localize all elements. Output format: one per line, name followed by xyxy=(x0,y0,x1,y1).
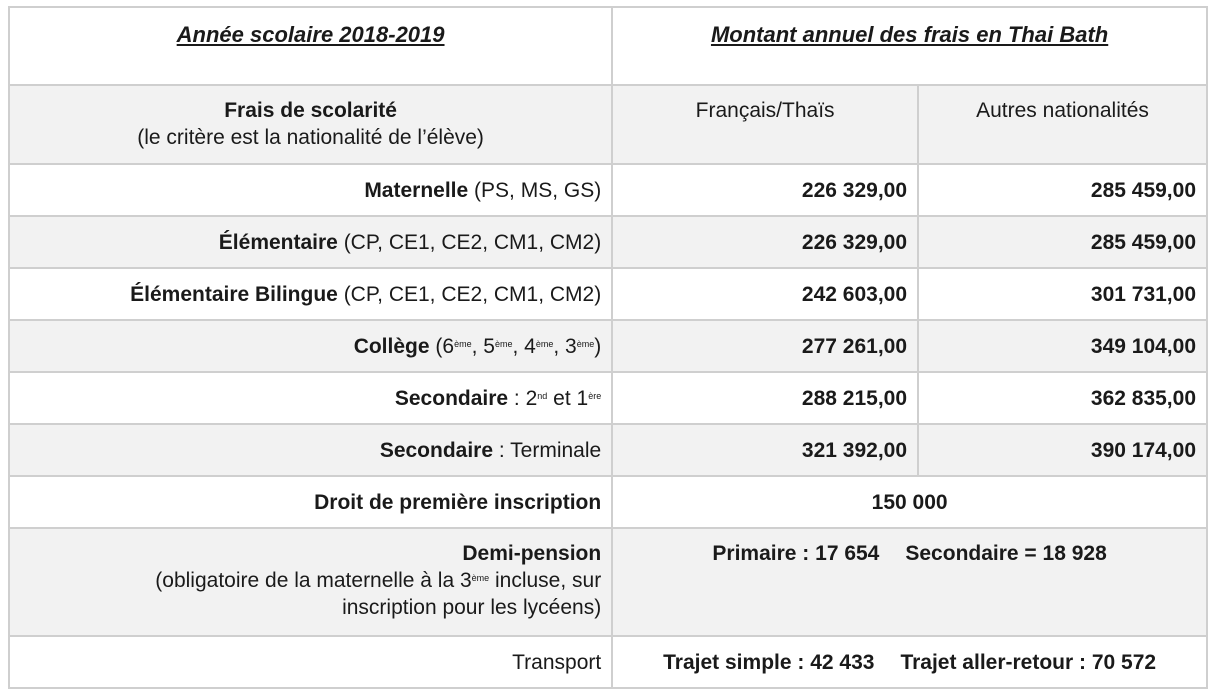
transport-aller-retour: Trajet aller-retour : 70 572 xyxy=(900,650,1157,674)
tuition-fees-note: (le critère est la nationalité de l’élève) xyxy=(137,126,484,149)
separator: , xyxy=(512,334,525,358)
grade-suffix: ème xyxy=(454,338,472,349)
level-detail: (CP, CE1, CE2, CM1, CM2) xyxy=(337,282,602,306)
note-text: (obligatoire de la maternelle à la 3 xyxy=(155,569,472,592)
separator: , xyxy=(553,334,565,358)
subheader-row xyxy=(9,85,1207,164)
row-label xyxy=(9,320,612,372)
row-label xyxy=(9,424,612,476)
table-row xyxy=(9,216,1207,268)
fee-other: 285 459,00 xyxy=(918,164,1207,216)
level-name: Secondaire xyxy=(394,386,509,410)
table-row xyxy=(9,320,1207,372)
grade-number: 1 xyxy=(576,386,589,410)
row-label xyxy=(9,164,612,216)
level-name: Élémentaire Bilingue xyxy=(130,282,338,306)
separator: , xyxy=(471,334,484,358)
grade-suffix: ème xyxy=(576,338,595,349)
demipension-note-line1 xyxy=(20,567,601,594)
tuition-fees-title: Frais de scolarité xyxy=(224,99,397,122)
header-row xyxy=(9,7,1207,85)
row-label xyxy=(9,216,612,268)
fee-french-thai: 277 261,00 xyxy=(612,320,918,372)
level-detail-open: ( xyxy=(429,334,443,358)
level-detail: : xyxy=(508,386,526,410)
grade-number: 3 xyxy=(565,334,577,358)
demipension-values xyxy=(612,528,1207,636)
fee-other: 301 731,00 xyxy=(918,268,1207,320)
demipension-primaire: Primaire : 17 654 xyxy=(712,542,880,565)
grade-suffix: nd xyxy=(537,390,548,401)
fee-other: 390 174,00 xyxy=(918,424,1207,476)
table-row xyxy=(9,372,1207,424)
level-name: Maternelle xyxy=(364,178,469,202)
demipension-row xyxy=(9,528,1207,636)
demipension-cell xyxy=(9,528,612,636)
grade-suffix: ème xyxy=(471,573,490,583)
grade-suffix: ème xyxy=(535,338,554,349)
fee-french-thai: 288 215,00 xyxy=(612,372,918,424)
transport-values xyxy=(612,636,1207,688)
demipension-note-line2: inscription pour les lycéens) xyxy=(342,596,602,619)
fee-french-thai: 226 329,00 xyxy=(612,164,918,216)
grade-number: 5 xyxy=(483,334,495,358)
transport-row xyxy=(9,636,1207,688)
school-year-heading: Année scolaire 2018-2019 xyxy=(9,7,612,85)
level-detail: (PS, MS, GS) xyxy=(468,178,602,202)
row-label xyxy=(9,268,612,320)
fee-other: 349 104,00 xyxy=(918,320,1207,372)
grade-number: 4 xyxy=(524,334,536,358)
level-detail-close: ) xyxy=(594,334,602,358)
level-detail: : Terminale xyxy=(493,438,602,462)
inscription-value: 150 000 xyxy=(612,476,1207,528)
level-name: Collège xyxy=(353,334,430,358)
table-row xyxy=(9,164,1207,216)
table-row xyxy=(9,424,1207,476)
column-other-nationalities: Autres nationalités xyxy=(918,85,1207,164)
inscription-label: Droit de première inscription xyxy=(9,476,612,528)
fee-french-thai: 242 603,00 xyxy=(612,268,918,320)
level-name: Secondaire xyxy=(379,438,494,462)
fee-french-thai: 226 329,00 xyxy=(612,216,918,268)
column-french-thai: Français/Thaïs xyxy=(612,85,918,164)
fee-other: 285 459,00 xyxy=(918,216,1207,268)
level-name: Élémentaire xyxy=(218,230,338,254)
fee-other: 362 835,00 xyxy=(918,372,1207,424)
grade-number: 2 xyxy=(525,386,538,410)
fee-french-thai: 321 392,00 xyxy=(612,424,918,476)
grade-suffix: ème xyxy=(494,338,513,349)
level-detail: (CP, CE1, CE2, CM1, CM2) xyxy=(337,230,602,254)
conjunction: et xyxy=(547,386,577,410)
grade-suffix: ère xyxy=(588,390,602,401)
annual-amount-heading: Montant annuel des frais en Thai Bath xyxy=(612,7,1207,85)
demipension-label: Demi-pension xyxy=(462,542,602,565)
inscription-row xyxy=(9,476,1207,528)
table-row xyxy=(9,268,1207,320)
transport-label: Transport xyxy=(9,636,612,688)
fees-table xyxy=(8,6,1208,689)
demipension-secondaire: Secondaire = 18 928 xyxy=(905,542,1107,565)
tuition-fees-cell xyxy=(9,85,612,164)
transport-simple: Trajet simple : 42 433 xyxy=(663,650,875,674)
row-label xyxy=(9,372,612,424)
grade-number: 6 xyxy=(442,334,455,358)
note-text: incluse, sur xyxy=(489,569,602,592)
